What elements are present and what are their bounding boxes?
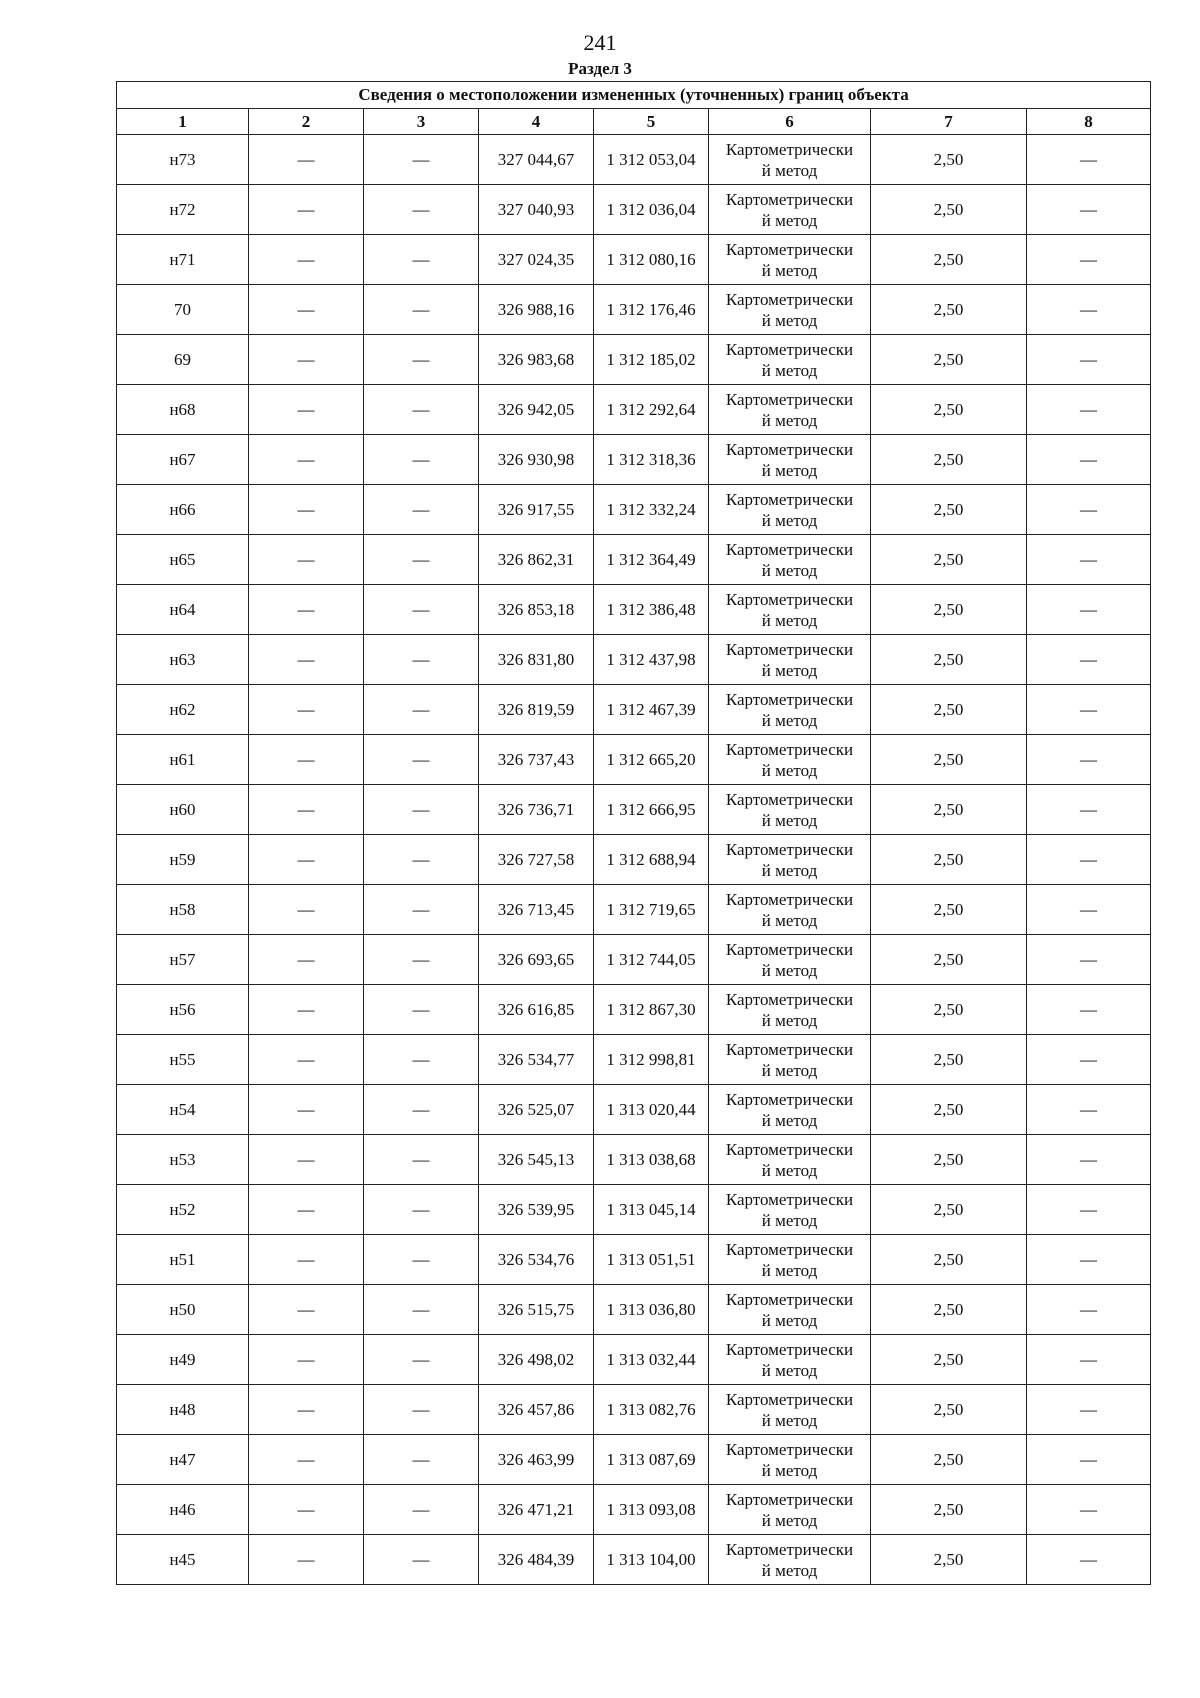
table-row [117,1335,1151,1385]
y-coordinate-cell: 1 312 036,04 [594,185,709,235]
empty-dash-cell: — [1027,585,1151,635]
x-coordinate-cell: 326 737,43 [479,735,594,785]
empty-dash-cell: — [249,735,364,785]
method-cell: Картометрически й метод [709,135,871,185]
empty-dash-cell: — [1027,385,1151,435]
accuracy-cell: 2,50 [871,1535,1027,1585]
y-coordinate-cell: 1 312 744,05 [594,935,709,985]
method-cell: Картометрически й метод [709,485,871,535]
empty-dash-cell: — [1027,635,1151,685]
x-coordinate-cell: 326 471,21 [479,1485,594,1535]
x-coordinate-cell: 326 727,58 [479,835,594,885]
empty-dash-cell: — [249,235,364,285]
accuracy-cell: 2,50 [871,635,1027,685]
accuracy-cell: 2,50 [871,235,1027,285]
point-cell: н56 [117,985,249,1035]
column-header-row [117,109,1151,135]
column-header: 3 [364,109,479,135]
empty-dash-cell: — [1027,1085,1151,1135]
empty-dash-cell: — [364,235,479,285]
accuracy-cell: 2,50 [871,485,1027,535]
accuracy-cell: 2,50 [871,135,1027,185]
column-header: 7 [871,109,1027,135]
table-row [117,735,1151,785]
point-cell: н58 [117,885,249,935]
point-cell: н66 [117,485,249,535]
accuracy-cell: 2,50 [871,1485,1027,1535]
point-cell: н46 [117,1485,249,1535]
point-cell: н55 [117,1035,249,1085]
empty-dash-cell: — [1027,885,1151,935]
table-row [117,1485,1151,1535]
accuracy-cell: 2,50 [871,1385,1027,1435]
empty-dash-cell: — [364,585,479,635]
method-cell: Картометрически й метод [709,1535,871,1585]
y-coordinate-cell: 1 312 719,65 [594,885,709,935]
x-coordinate-cell: 326 515,75 [479,1285,594,1335]
x-coordinate-cell: 326 539,95 [479,1185,594,1235]
empty-dash-cell: — [249,185,364,235]
empty-dash-cell: — [249,935,364,985]
empty-dash-cell: — [1027,535,1151,585]
accuracy-cell: 2,50 [871,1085,1027,1135]
empty-dash-cell: — [364,135,479,185]
empty-dash-cell: — [249,1035,364,1085]
y-coordinate-cell: 1 312 998,81 [594,1035,709,1085]
page-number: 241 [583,30,617,55]
accuracy-cell: 2,50 [871,785,1027,835]
accuracy-cell: 2,50 [871,435,1027,485]
point-cell: н48 [117,1385,249,1435]
x-coordinate-cell: 326 930,98 [479,435,594,485]
table-row [117,1235,1151,1285]
table-row [117,535,1151,585]
empty-dash-cell: — [249,285,364,335]
empty-dash-cell: — [364,1535,479,1585]
x-coordinate-cell: 326 545,13 [479,1135,594,1185]
x-coordinate-cell: 326 983,68 [479,335,594,385]
method-cell: Картометрически й метод [709,935,871,985]
y-coordinate-cell: 1 313 038,68 [594,1135,709,1185]
method-cell: Картометрически й метод [709,1485,871,1535]
y-coordinate-cell: 1 313 082,76 [594,1385,709,1435]
empty-dash-cell: — [1027,835,1151,885]
y-coordinate-cell: 1 312 292,64 [594,385,709,435]
empty-dash-cell: — [249,1085,364,1135]
empty-dash-cell: — [1027,435,1151,485]
accuracy-cell: 2,50 [871,585,1027,635]
point-cell: н54 [117,1085,249,1135]
method-cell: Картометрически й метод [709,885,871,935]
method-cell: Картометрически й метод [709,585,871,635]
empty-dash-cell: — [1027,1535,1151,1585]
empty-dash-cell: — [364,785,479,835]
method-cell: Картометрически й метод [709,235,871,285]
empty-dash-cell: — [1027,935,1151,985]
point-cell: н45 [117,1535,249,1585]
point-cell: н73 [117,135,249,185]
table-row [117,1285,1151,1335]
accuracy-cell: 2,50 [871,685,1027,735]
empty-dash-cell: — [364,685,479,735]
table-row [117,1535,1151,1585]
accuracy-cell: 2,50 [871,735,1027,785]
section-title: Раздел 3 [568,59,632,78]
point-cell: н57 [117,935,249,985]
method-cell: Картометрически й метод [709,985,871,1035]
x-coordinate-cell: 326 693,65 [479,935,594,985]
table-row [117,1135,1151,1185]
point-cell: н60 [117,785,249,835]
table-row [117,1385,1151,1435]
table-row [117,185,1151,235]
y-coordinate-cell: 1 312 364,49 [594,535,709,585]
column-header: 4 [479,109,594,135]
table-row [117,835,1151,885]
table-row [117,335,1151,385]
column-header: 2 [249,109,364,135]
y-coordinate-cell: 1 313 020,44 [594,1085,709,1135]
point-cell: н71 [117,235,249,285]
table-row [117,235,1151,285]
method-cell: Картометрически й метод [709,535,871,585]
accuracy-cell: 2,50 [871,1135,1027,1185]
point-cell: н50 [117,1285,249,1335]
empty-dash-cell: — [1027,1435,1151,1485]
table-row [117,935,1151,985]
empty-dash-cell: — [249,135,364,185]
coordinates-table [116,81,1151,1585]
empty-dash-cell: — [249,1435,364,1485]
x-coordinate-cell: 326 942,05 [479,385,594,435]
x-coordinate-cell: 326 484,39 [479,1535,594,1585]
empty-dash-cell: — [249,385,364,435]
empty-dash-cell: — [1027,735,1151,785]
y-coordinate-cell: 1 312 332,24 [594,485,709,535]
empty-dash-cell: — [1027,1335,1151,1385]
empty-dash-cell: — [1027,235,1151,285]
method-cell: Картометрически й метод [709,335,871,385]
y-coordinate-cell: 1 313 093,08 [594,1485,709,1535]
method-cell: Картометрически й метод [709,635,871,685]
table-caption: Сведения о местоположении измененных (уточненных) границ объекта [117,82,1151,109]
accuracy-cell: 2,50 [871,935,1027,985]
table-row [117,635,1151,685]
empty-dash-cell: — [1027,985,1151,1035]
empty-dash-cell: — [249,1235,364,1285]
y-coordinate-cell: 1 313 104,00 [594,1535,709,1585]
method-cell: Картометрически й метод [709,785,871,835]
point-cell: н49 [117,1335,249,1385]
x-coordinate-cell: 326 988,16 [479,285,594,335]
y-coordinate-cell: 1 312 185,02 [594,335,709,385]
empty-dash-cell: — [364,835,479,885]
y-coordinate-cell: 1 312 386,48 [594,585,709,635]
empty-dash-cell: — [364,1385,479,1435]
table-row [117,1035,1151,1085]
x-coordinate-cell: 326 498,02 [479,1335,594,1385]
method-cell: Картометрически й метод [709,735,871,785]
method-cell: Картометрически й метод [709,385,871,435]
table-row [117,285,1151,335]
table-row [117,1435,1151,1485]
column-header: 8 [1027,109,1151,135]
accuracy-cell: 2,50 [871,1335,1027,1385]
point-cell: н61 [117,735,249,785]
column-header: 6 [709,109,871,135]
point-cell: н53 [117,1135,249,1185]
x-coordinate-cell: 326 853,18 [479,585,594,635]
empty-dash-cell: — [249,335,364,385]
empty-dash-cell: — [1027,185,1151,235]
empty-dash-cell: — [1027,285,1151,335]
empty-dash-cell: — [1027,1485,1151,1535]
point-cell: 69 [117,335,249,385]
point-cell: 70 [117,285,249,335]
empty-dash-cell: — [364,1435,479,1485]
x-coordinate-cell: 326 457,86 [479,1385,594,1435]
point-cell: н47 [117,1435,249,1485]
empty-dash-cell: — [364,1335,479,1385]
empty-dash-cell: — [364,385,479,435]
y-coordinate-cell: 1 312 176,46 [594,285,709,335]
accuracy-cell: 2,50 [871,835,1027,885]
accuracy-cell: 2,50 [871,185,1027,235]
method-cell: Картометрически й метод [709,185,871,235]
empty-dash-cell: — [249,985,364,1035]
point-cell: н52 [117,1185,249,1235]
method-cell: Картометрически й метод [709,1285,871,1335]
empty-dash-cell: — [364,935,479,985]
table-row [117,135,1151,185]
table-row [117,1185,1151,1235]
x-coordinate-cell: 327 040,93 [479,185,594,235]
method-cell: Картометрически й метод [709,1185,871,1235]
accuracy-cell: 2,50 [871,285,1027,335]
empty-dash-cell: — [249,1185,364,1235]
y-coordinate-cell: 1 313 045,14 [594,1185,709,1235]
method-cell: Картометрически й метод [709,1335,871,1385]
x-coordinate-cell: 326 736,71 [479,785,594,835]
table-row [117,785,1151,835]
x-coordinate-cell: 326 463,99 [479,1435,594,1485]
accuracy-cell: 2,50 [871,885,1027,935]
empty-dash-cell: — [1027,135,1151,185]
empty-dash-cell: — [249,1485,364,1535]
x-coordinate-cell: 326 862,31 [479,535,594,585]
empty-dash-cell: — [364,735,479,785]
y-coordinate-cell: 1 312 318,36 [594,435,709,485]
empty-dash-cell: — [249,885,364,935]
point-cell: н51 [117,1235,249,1285]
empty-dash-cell: — [364,1135,479,1185]
empty-dash-cell: — [249,785,364,835]
empty-dash-cell: — [249,1285,364,1335]
empty-dash-cell: — [249,635,364,685]
accuracy-cell: 2,50 [871,1285,1027,1335]
y-coordinate-cell: 1 313 032,44 [594,1335,709,1385]
empty-dash-cell: — [364,285,479,335]
empty-dash-cell: — [1027,1235,1151,1285]
point-cell: н72 [117,185,249,235]
empty-dash-cell: — [364,1485,479,1535]
method-cell: Картометрически й метод [709,1085,871,1135]
x-coordinate-cell: 326 525,07 [479,1085,594,1135]
accuracy-cell: 2,50 [871,985,1027,1035]
accuracy-cell: 2,50 [871,1235,1027,1285]
empty-dash-cell: — [1027,785,1151,835]
y-coordinate-cell: 1 312 688,94 [594,835,709,885]
empty-dash-cell: — [249,1535,364,1585]
empty-dash-cell: — [249,435,364,485]
empty-dash-cell: — [364,335,479,385]
empty-dash-cell: — [249,1135,364,1185]
accuracy-cell: 2,50 [871,1035,1027,1085]
empty-dash-cell: — [249,685,364,735]
accuracy-cell: 2,50 [871,1435,1027,1485]
x-coordinate-cell: 326 616,85 [479,985,594,1035]
y-coordinate-cell: 1 312 053,04 [594,135,709,185]
table-row [117,435,1151,485]
table-row [117,885,1151,935]
column-header: 5 [594,109,709,135]
method-cell: Картометрически й метод [709,435,871,485]
y-coordinate-cell: 1 313 036,80 [594,1285,709,1335]
table-row [117,485,1151,535]
method-cell: Картометрически й метод [709,1035,871,1085]
accuracy-cell: 2,50 [871,385,1027,435]
x-coordinate-cell: 326 713,45 [479,885,594,935]
empty-dash-cell: — [249,535,364,585]
y-coordinate-cell: 1 312 665,20 [594,735,709,785]
y-coordinate-cell: 1 312 467,39 [594,685,709,735]
empty-dash-cell: — [364,1235,479,1285]
accuracy-cell: 2,50 [871,335,1027,385]
empty-dash-cell: — [364,435,479,485]
x-coordinate-cell: 326 819,59 [479,685,594,735]
point-cell: н59 [117,835,249,885]
empty-dash-cell: — [249,1335,364,1385]
table-row [117,685,1151,735]
point-cell: н63 [117,635,249,685]
accuracy-cell: 2,50 [871,535,1027,585]
method-cell: Картометрически й метод [709,1135,871,1185]
y-coordinate-cell: 1 313 051,51 [594,1235,709,1285]
table-row [117,1085,1151,1135]
x-coordinate-cell: 326 831,80 [479,635,594,685]
empty-dash-cell: — [364,485,479,535]
y-coordinate-cell: 1 312 437,98 [594,635,709,685]
method-cell: Картометрически й метод [709,1435,871,1485]
method-cell: Картометрически й метод [709,835,871,885]
empty-dash-cell: — [364,635,479,685]
x-coordinate-cell: 326 534,77 [479,1035,594,1085]
point-cell: н68 [117,385,249,435]
point-cell: н65 [117,535,249,585]
accuracy-cell: 2,50 [871,1185,1027,1235]
x-coordinate-cell: 326 917,55 [479,485,594,535]
y-coordinate-cell: 1 312 080,16 [594,235,709,285]
empty-dash-cell: — [364,185,479,235]
point-cell: н62 [117,685,249,735]
table-row [117,585,1151,635]
y-coordinate-cell: 1 313 087,69 [594,1435,709,1485]
method-cell: Картометрически й метод [709,685,871,735]
y-coordinate-cell: 1 312 867,30 [594,985,709,1035]
empty-dash-cell: — [1027,335,1151,385]
empty-dash-cell: — [1027,1285,1151,1335]
empty-dash-cell: — [1027,1135,1151,1185]
x-coordinate-cell: 327 044,67 [479,135,594,185]
x-coordinate-cell: 326 534,76 [479,1235,594,1285]
x-coordinate-cell: 327 024,35 [479,235,594,285]
empty-dash-cell: — [1027,1185,1151,1235]
empty-dash-cell: — [364,535,479,585]
empty-dash-cell: — [364,1035,479,1085]
empty-dash-cell: — [249,585,364,635]
method-cell: Картометрически й метод [709,285,871,335]
y-coordinate-cell: 1 312 666,95 [594,785,709,835]
empty-dash-cell: — [249,1385,364,1435]
method-cell: Картометрически й метод [709,1385,871,1435]
table-row [117,385,1151,435]
empty-dash-cell: — [1027,1035,1151,1085]
empty-dash-cell: — [1027,1385,1151,1435]
empty-dash-cell: — [364,1185,479,1235]
empty-dash-cell: — [1027,685,1151,735]
point-cell: н67 [117,435,249,485]
empty-dash-cell: — [249,835,364,885]
empty-dash-cell: — [364,1285,479,1335]
table-body [117,135,1151,1585]
table-row [117,985,1151,1035]
column-header: 1 [117,109,249,135]
empty-dash-cell: — [364,985,479,1035]
empty-dash-cell: — [364,885,479,935]
method-cell: Картометрически й метод [709,1235,871,1285]
empty-dash-cell: — [1027,485,1151,535]
point-cell: н64 [117,585,249,635]
empty-dash-cell: — [249,485,364,535]
empty-dash-cell: — [364,1085,479,1135]
